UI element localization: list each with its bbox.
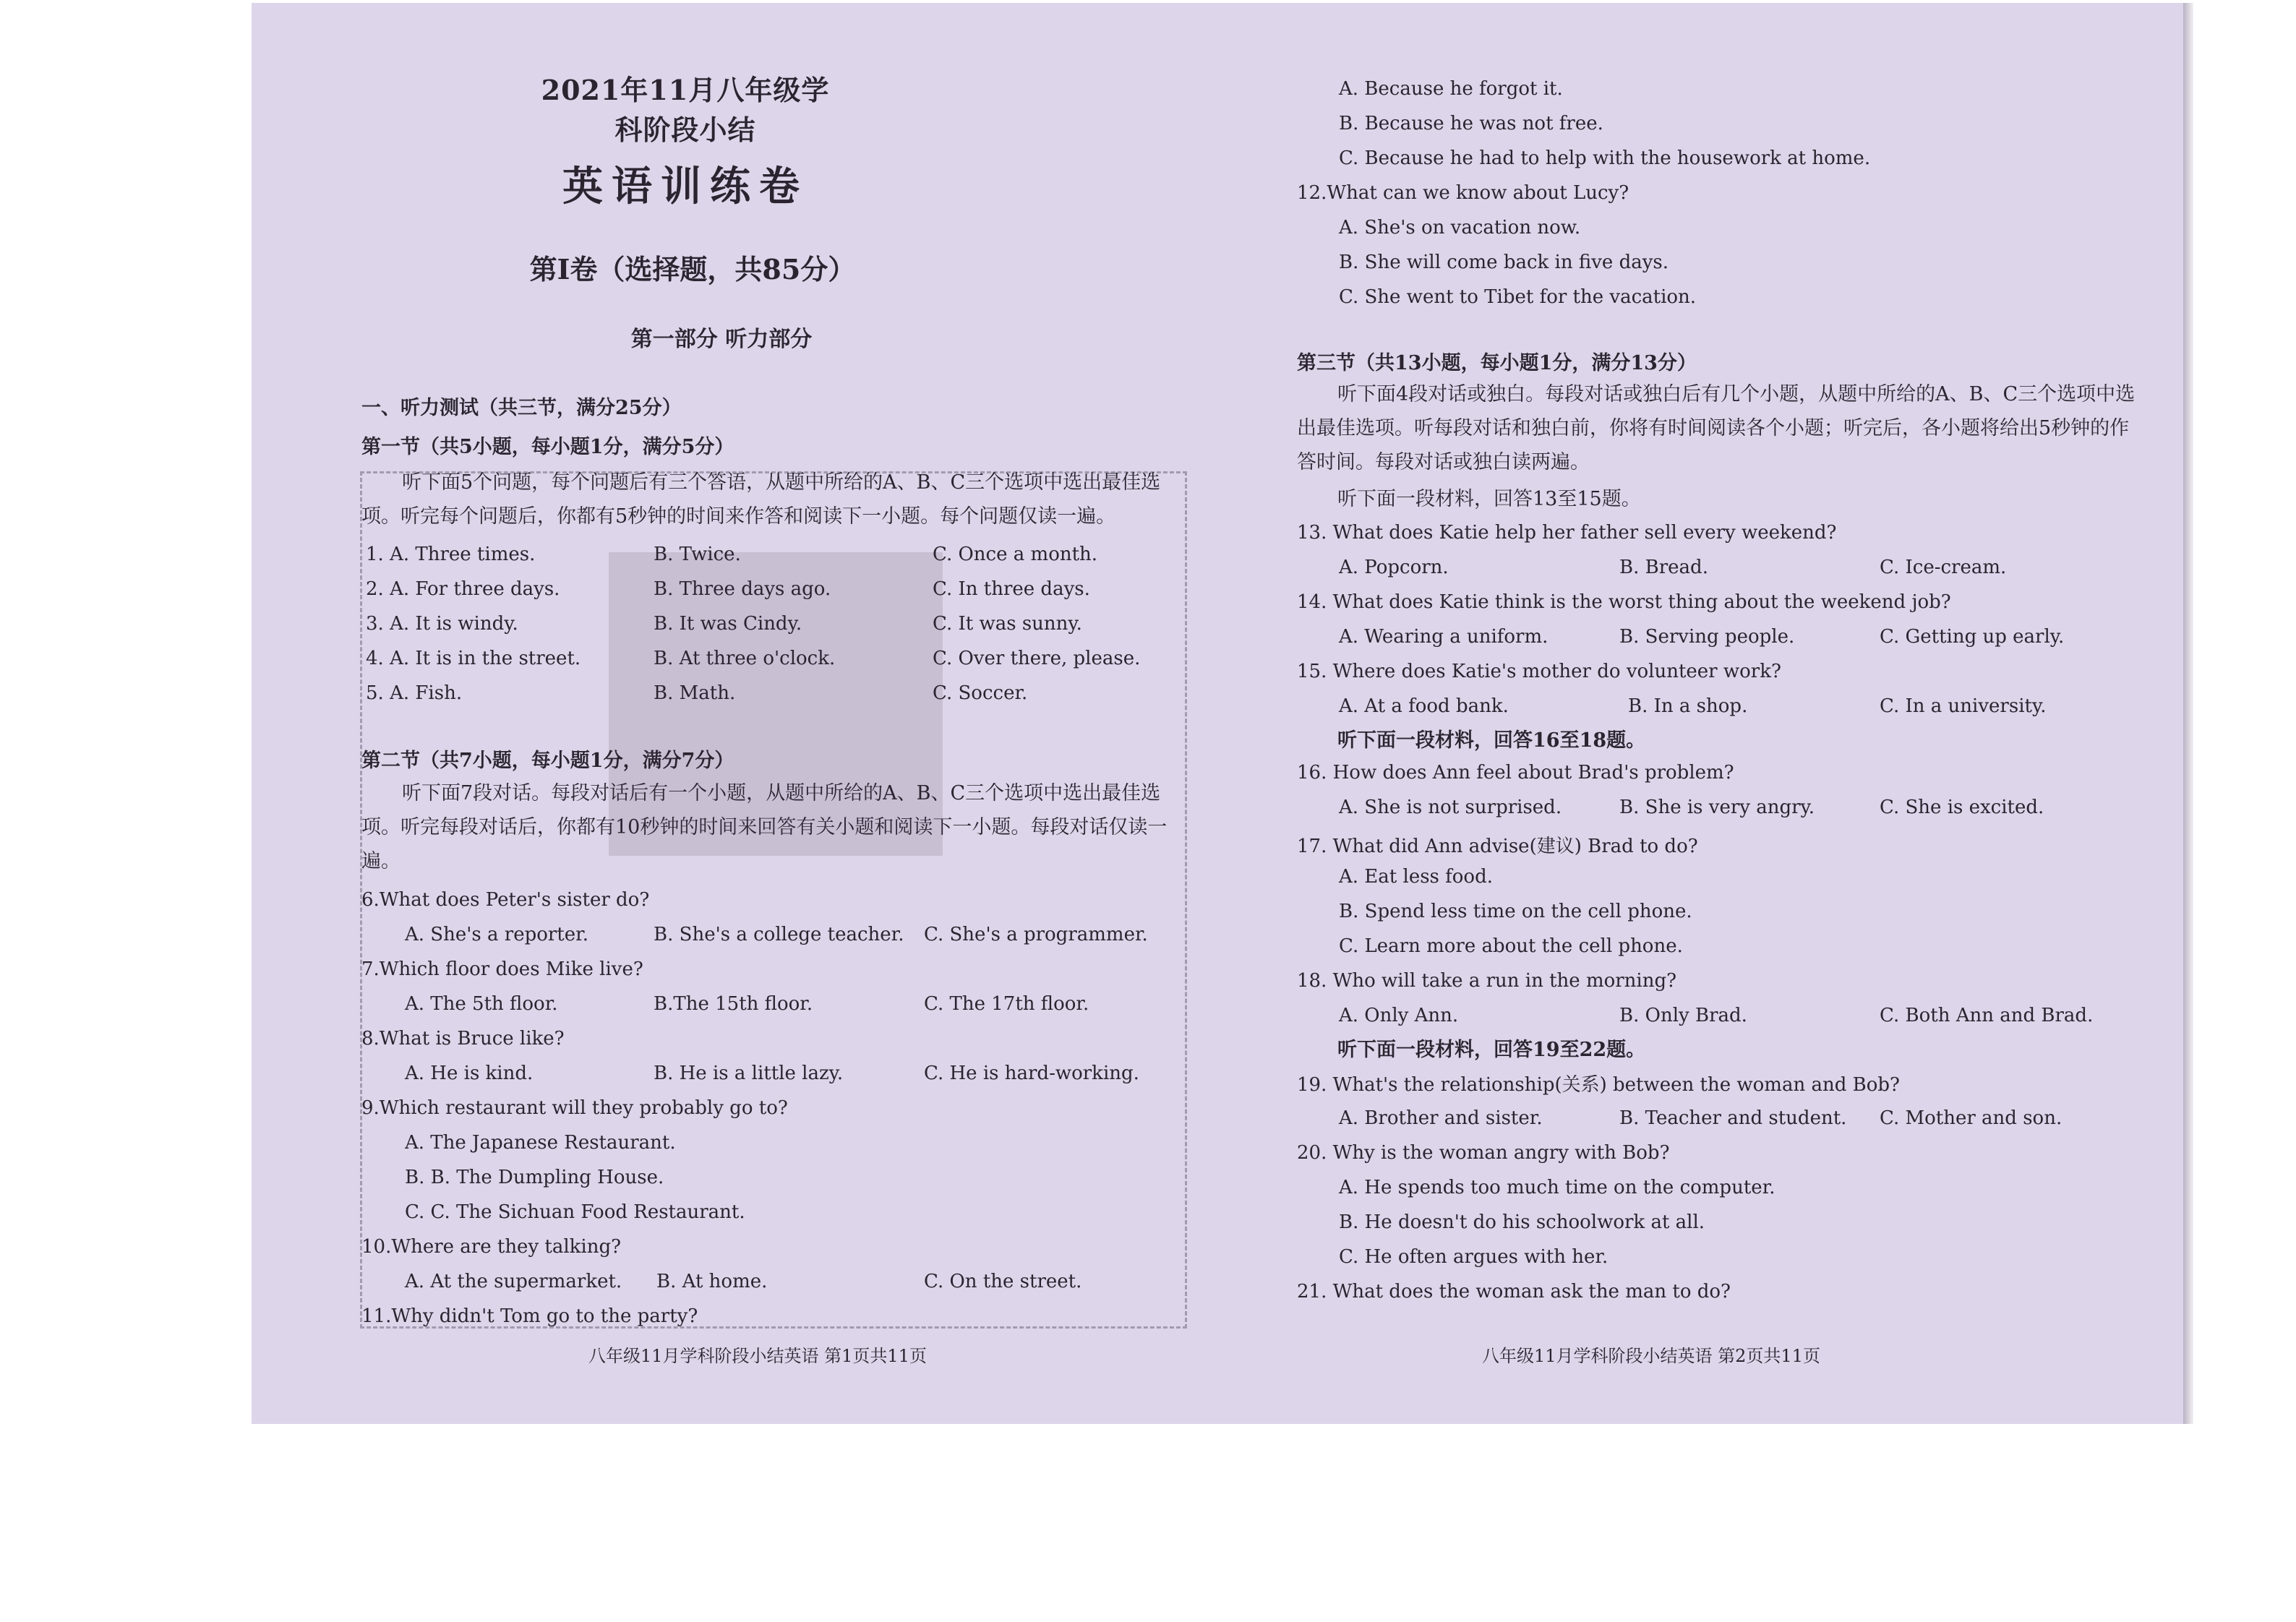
option-c: C. Soccer. — [933, 682, 1028, 704]
option-b: B. In a shop. — [1628, 695, 1748, 717]
page-footer: 八年级11月学科阶段小结英语 第2页共11页 — [1482, 1346, 1820, 1366]
option-a: A. Eat less food. — [1339, 866, 1493, 888]
option-a: 3. A. It is windy. — [366, 613, 518, 635]
question-20: 20. Why is the woman angry with Bob? — [1297, 1142, 1670, 1164]
sec3-instructions: 听下面4段对话或独白。每段对话或独白后有几个小题，从题中所给的A、B、C三个选项中选出最佳选项。听每段对话和独白前，你将有时间阅读各个小题；听完后，各小题将给出5秒钟的作答时间。每段对话或独白读两遍。 — [1297, 383, 2136, 473]
option-b: B. Because he was not free. — [1339, 113, 1603, 134]
option-c: C. Over there, please. — [933, 648, 1141, 669]
question-9: 9.Which restaurant will they probably go to? — [361, 1097, 788, 1119]
option-a: 2. A. For three days. — [366, 578, 560, 600]
option-c: C. He is hard-working. — [924, 1063, 1139, 1084]
option-c: C. Ice-cream. — [1880, 557, 2007, 578]
question-19: 19. What's the relationship(关系) between the woman and Bob? — [1297, 1074, 1900, 1096]
option-c: C. He often argues with her. — [1339, 1246, 1609, 1268]
option-b: B. Math. — [654, 682, 736, 704]
question-17: 17. What did Ann advise(建议) Brad to do? — [1297, 836, 1698, 857]
option-a: A. Popcorn. — [1339, 557, 1449, 578]
option-c: C. On the street. — [924, 1271, 1082, 1292]
option-b: B. Teacher and student. — [1619, 1107, 1847, 1129]
option-c: C. The 17th floor. — [924, 993, 1089, 1015]
sec3-title: 第三节（共13小题，每小题1分，满分13分） — [1297, 352, 1697, 374]
option-c: C. C. The Sichuan Food Restaurant. — [405, 1201, 745, 1223]
question-14: 14. What does Katie think is the worst thing about the weekend job? — [1297, 591, 1951, 613]
option-a: A. At the supermarket. — [405, 1271, 622, 1292]
option-a: 5. A. Fish. — [366, 682, 463, 704]
option-b: B. It was Cindy. — [654, 613, 802, 635]
option-a: A. Only Ann. — [1339, 1005, 1459, 1026]
question-10: 10.Where are they talking? — [361, 1236, 622, 1258]
scanned-sheet — [252, 3, 2183, 1424]
option-b: B. She is very angry. — [1619, 797, 1815, 818]
option-c: C. Learn more about the cell phone. — [1339, 935, 1683, 957]
option-a: A. She's on vacation now. — [1339, 217, 1581, 239]
option-c: C. It was sunny. — [933, 613, 1082, 635]
option-b: B. B. The Dumpling House. — [405, 1167, 664, 1188]
question-8: 8.What is Bruce like? — [361, 1028, 565, 1050]
material-3: 听下面一段材料，回答19至22题。 — [1337, 1039, 1646, 1061]
question-15: 15. Where does Katie's mother do volunteer work? — [1297, 661, 1781, 682]
option-c: C. Because he had to help with the housework at home. — [1339, 147, 1871, 169]
question-18: 18. Who will take a run in the morning? — [1297, 970, 1677, 992]
option-c: C. Mother and son. — [1880, 1107, 2062, 1129]
option-a: A. She's a reporter. — [405, 924, 588, 945]
material-1: 听下面一段材料，回答13至15题。 — [1337, 488, 1641, 510]
sec1-title: 第一节（共5小题，每小题1分，满分5分） — [361, 436, 734, 458]
option-a: 4. A. It is in the street. — [366, 648, 581, 669]
option-b: B. He doesn't do his schoolwork at all. — [1339, 1211, 1705, 1233]
option-c: C. She is excited. — [1880, 797, 2044, 818]
page-2 — [1217, 3, 2183, 1424]
question-16: 16. How does Ann feel about Brad's problem? — [1297, 762, 1734, 784]
option-b: B. She's a college teacher. — [654, 924, 904, 945]
option-b: B. Twice. — [654, 544, 741, 565]
part-title: 第一部分 听力部分 — [630, 327, 813, 352]
section-heading: 一、听力测试（共三节，满分25分） — [361, 397, 682, 419]
option-a: A. She is not surprised. — [1339, 797, 1562, 818]
option-c: C. In three days. — [933, 578, 1090, 600]
sec2-instructions: 听下面7段对话。每段对话后有一个小题，从题中所给的A、B、C三个选项中选出最佳选项。听完每段对话后，你都有10秒钟的时间来回答有关小题和阅读下一小题。每段对话仅读一遍。 — [361, 782, 1168, 872]
option-b: B. Three days ago. — [654, 578, 831, 600]
volume-title: 第I卷（选择题，共85分） — [529, 253, 856, 286]
option-b: B. At home. — [656, 1271, 768, 1292]
option-b: B. Only Brad. — [1619, 1005, 1747, 1026]
option-a: A. Brother and sister. — [1339, 1107, 1543, 1129]
option-c: C. She went to Tibet for the vacation. — [1339, 286, 1697, 308]
option-a: A. Wearing a uniform. — [1339, 626, 1548, 648]
scan-edge — [2183, 3, 2193, 1424]
option-b: B. He is a little lazy. — [654, 1063, 844, 1084]
question-12: 12.What can we know about Lucy? — [1297, 182, 1629, 204]
question-6: 6.What does Peter's sister do? — [361, 889, 650, 911]
option-b: B.The 15th floor. — [654, 993, 813, 1015]
question-13: 13. What does Katie help her father sell every weekend? — [1297, 522, 1837, 544]
option-a: A. Because he forgot it. — [1339, 78, 1563, 100]
sec1-instructions: 听下面5个问题，每个问题后有三个答语，从题中所给的A、B、C三个选项中选出最佳选项。听完每个问题后，你都有5秒钟的时间来作答和阅读下一小题。每个问题仅读一遍。 — [361, 471, 1161, 528]
option-b: B. She will come back in five days. — [1339, 252, 1669, 273]
page-1 — [252, 3, 1217, 1424]
option-c: C. Both Ann and Brad. — [1880, 1005, 2094, 1026]
option-a: 1. A. Three times. — [366, 544, 536, 565]
option-a: A. At a food bank. — [1339, 695, 1509, 717]
option-a: A. He is kind. — [405, 1063, 534, 1084]
option-b: B. Spend less time on the cell phone. — [1339, 901, 1692, 922]
material-2: 听下面一段材料，回答16至18题。 — [1337, 729, 1646, 752]
option-a: A. The Japanese Restaurant. — [405, 1132, 676, 1154]
option-c: C. She's a programmer. — [924, 924, 1148, 945]
exam-title: 2021年11月八年级学科阶段小结 — [541, 74, 830, 146]
question-11: 11.Why didn't Tom go to the party? — [361, 1305, 698, 1327]
option-a: A. He spends too much time on the computer. — [1339, 1177, 1775, 1198]
question-21: 21. What does the woman ask the man to do? — [1297, 1281, 1731, 1303]
page-footer: 八年级11月学科阶段小结英语 第1页共11页 — [588, 1346, 927, 1366]
option-b: B. At three o'clock. — [654, 648, 836, 669]
question-7: 7.Which floor does Mike live? — [361, 958, 643, 980]
option-c: C. In a university. — [1880, 695, 2047, 717]
option-b: B. Serving people. — [1619, 626, 1795, 648]
option-c: C. Once a month. — [933, 544, 1098, 565]
option-c: C. Getting up early. — [1880, 626, 2065, 648]
option-b: B. Bread. — [1619, 557, 1708, 578]
exam-subtitle: 英语训练卷 — [562, 163, 808, 210]
sec2-title: 第二节（共7小题，每小题1分，满分7分） — [361, 750, 734, 772]
option-a: A. The 5th floor. — [405, 993, 558, 1015]
